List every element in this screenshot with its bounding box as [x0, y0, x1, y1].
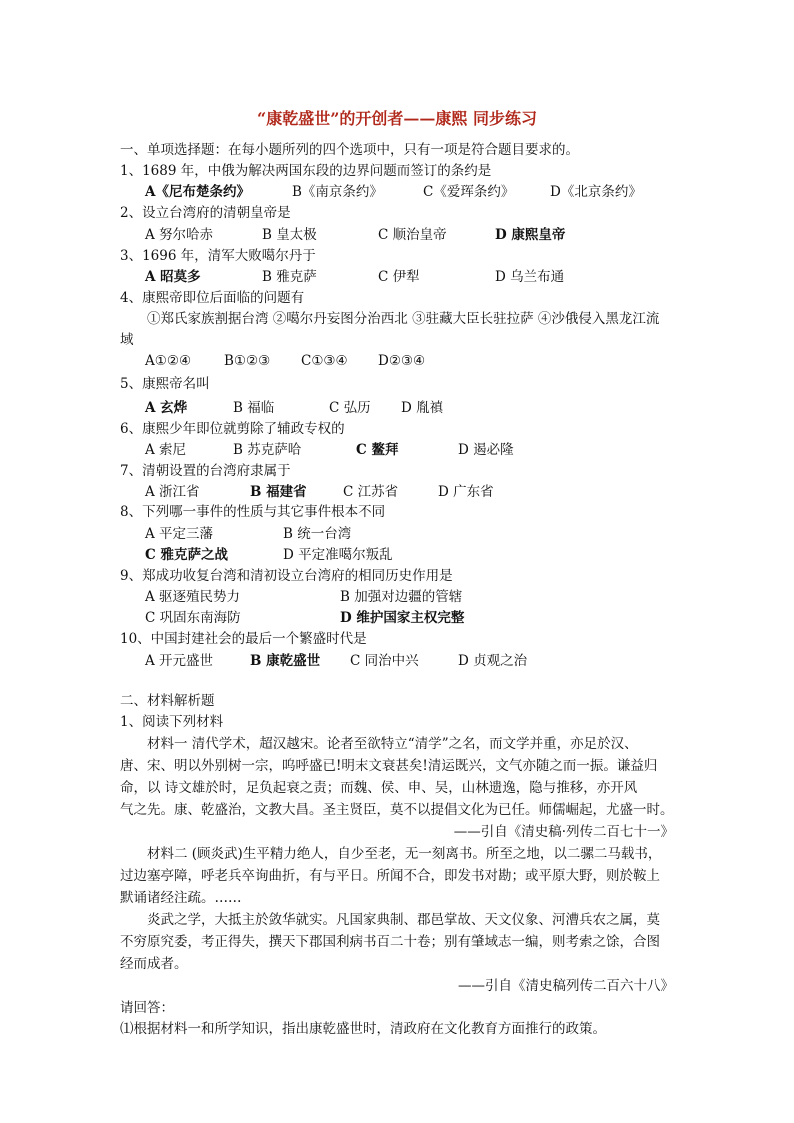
section2-q1: 1、阅读下列材料: [120, 714, 224, 730]
q9-option-a: A 驱逐殖民势力: [145, 589, 241, 605]
q2-option-d: D 康熙皇帝: [495, 227, 566, 243]
q10-option-b: B 康乾盛世: [250, 653, 321, 669]
q10-stem: 10、中国封建社会的最后一个繁盛时代是: [120, 631, 367, 647]
q5-option-b: B 福临: [233, 400, 275, 416]
q10-option-a: A 开元盛世: [145, 653, 214, 669]
q9-option-c: C 巩固东南海防: [145, 610, 241, 626]
q6-option-b: B 苏克萨哈: [233, 442, 302, 458]
q4-items: ①郑氏家族割据台湾 ②噶尔丹妄图分治西北 ③驻藏大臣长驻拉萨 ④沙俄侵入黑龙江流: [147, 311, 660, 327]
q4-option-a: A①②④: [145, 353, 192, 369]
q7-stem: 7、清朝设置的台湾府隶属于: [120, 463, 291, 479]
material3-line3: 经而成者。: [120, 956, 188, 972]
q8-stem: 8、下列哪一事件的性质与其它事件根本不同: [120, 504, 386, 520]
q4-items-cont: 域: [120, 332, 134, 348]
material2-source: ——引自《清史稿列传二百六十八》: [458, 978, 674, 994]
page-title: “康乾盛世”的开创者——康熙 同步练习: [257, 109, 537, 128]
q7-option-b: B 福建省: [250, 484, 307, 500]
q2-option-b: B 皇太极: [262, 227, 317, 243]
material3-line2: 不穷原究委，考正得失，撰天下郡国利病书百二十卷；别有肇域志一编，则考索之馀，合图: [120, 934, 660, 950]
q3-option-b: B 雅克萨: [262, 269, 317, 285]
q9-stem: 9、郑成功收复台湾和清初设立台湾府的相同历史作用是: [120, 568, 453, 584]
q10-option-c: C 同治中兴: [350, 653, 419, 669]
q6-option-d: D 遏必隆: [458, 442, 514, 458]
q7-option-d: D 广东省: [438, 484, 494, 500]
material1-source: ——引自《清史稿·列传二百七十一》: [453, 824, 674, 840]
q5-option-a: A 玄烨: [145, 400, 188, 416]
q3-option-a: A 昭莫多: [145, 269, 201, 285]
q1-stem: 1、1689 年，中俄为解决两国东段的边界问题而签订的条约是: [120, 163, 492, 179]
q5-option-d: D 胤禛: [401, 400, 444, 416]
material1-line2: 唐、宋、明以外别树一宗，呜呼盛已!明末文衰甚矣!清运既兴，文气亦随之而一振。谦益归: [120, 758, 658, 774]
material2-line1: 材料二 (顾炎武)生平精力绝人，自少至老，无一刻离书。所至之地，以二骡二马载书，: [147, 846, 662, 862]
q1-option-c: C《爱珲条约》: [423, 184, 515, 200]
q3-option-c: C 伊犁: [378, 269, 420, 285]
q4-option-b: B①②③: [224, 353, 271, 369]
q5-stem: 5、康熙帝名叫: [120, 376, 210, 392]
q4-stem: 4、康熙帝即位后面临的问题有: [120, 290, 305, 306]
answer-prompt: 请回答：: [120, 1000, 174, 1016]
q1-option-d: D《北京条约》: [550, 184, 642, 200]
q9-option-d: D 维护国家主权完整: [340, 610, 465, 626]
q4-option-c: C①③④: [301, 353, 348, 369]
q3-option-d: D 乌兰布通: [495, 269, 565, 285]
sub-question-1: ⑴根据材料一和所学知识，指出康乾盛世时，清政府在文化教育方面推行的政策。: [120, 1021, 606, 1037]
q10-option-d: D 贞观之治: [458, 653, 528, 669]
q6-stem: 6、康熙少年即位就剪除了辅政专权的: [120, 421, 345, 437]
q8-option-b: B 统一台湾: [283, 526, 352, 542]
material1-line3: 命，以 诗文雄於时，足负起衰之责；而魏、侯、申、吴，山林遗逸，隐与推移，亦开风: [120, 780, 638, 796]
section1-heading: 一、单项选择题：在每小题所列的四个选项中，只有一项是符合题目要求的。: [120, 142, 579, 158]
q1-option-b: B《南京条约》: [292, 184, 383, 200]
q9-option-b: B 加强对边疆的管辖: [340, 589, 463, 605]
material2-line2: 过边塞亭障，呼老兵卒询曲折，有与平日。所闻不合，即发书对勘；或平原大野，则於鞍上: [120, 868, 660, 884]
q3-stem: 3、1696 年，清军大败噶尔丹于: [120, 248, 316, 264]
q6-option-c: C 鳌拜: [356, 442, 399, 458]
section2-heading: 二、材料解析题: [120, 693, 215, 709]
material2-line3: 默诵诸经注疏。……: [120, 890, 242, 906]
q2-option-a: A 努尔哈赤: [145, 227, 214, 243]
q8-option-d: D 平定准噶尔叛乱: [283, 547, 393, 563]
q4-option-d: D②③④: [378, 353, 426, 369]
q7-option-c: C 江苏省: [343, 484, 399, 500]
material1-line4: 气之先。康、乾盛治，文教大昌。圣主贤臣，莫不以提倡文化为已任。师儒崛起，尤盛一时。: [120, 802, 674, 818]
q2-option-c: C 顺治皇帝: [378, 227, 447, 243]
q7-option-a: A 浙江省: [145, 484, 200, 500]
material3-line1: 炎武之学，大抵主於敛华就实。凡国家典制、郡邑掌故、天文仪象、河漕兵农之属，莫: [147, 912, 660, 928]
q6-option-a: A 索尼: [145, 442, 187, 458]
q8-option-c: C 雅克萨之战: [145, 547, 228, 563]
q1-option-a: A《尼布楚条约》: [145, 184, 250, 200]
material1-line1: 材料一 清代学术，超汉越宋。论者至欲特立“清学”之名，而文学并重，亦足於汉、: [147, 736, 638, 752]
q8-option-a: A 平定三藩: [145, 526, 214, 542]
q2-stem: 2、设立台湾府的清朝皇帝是: [120, 205, 291, 221]
q5-option-c: C 弘历: [329, 400, 371, 416]
